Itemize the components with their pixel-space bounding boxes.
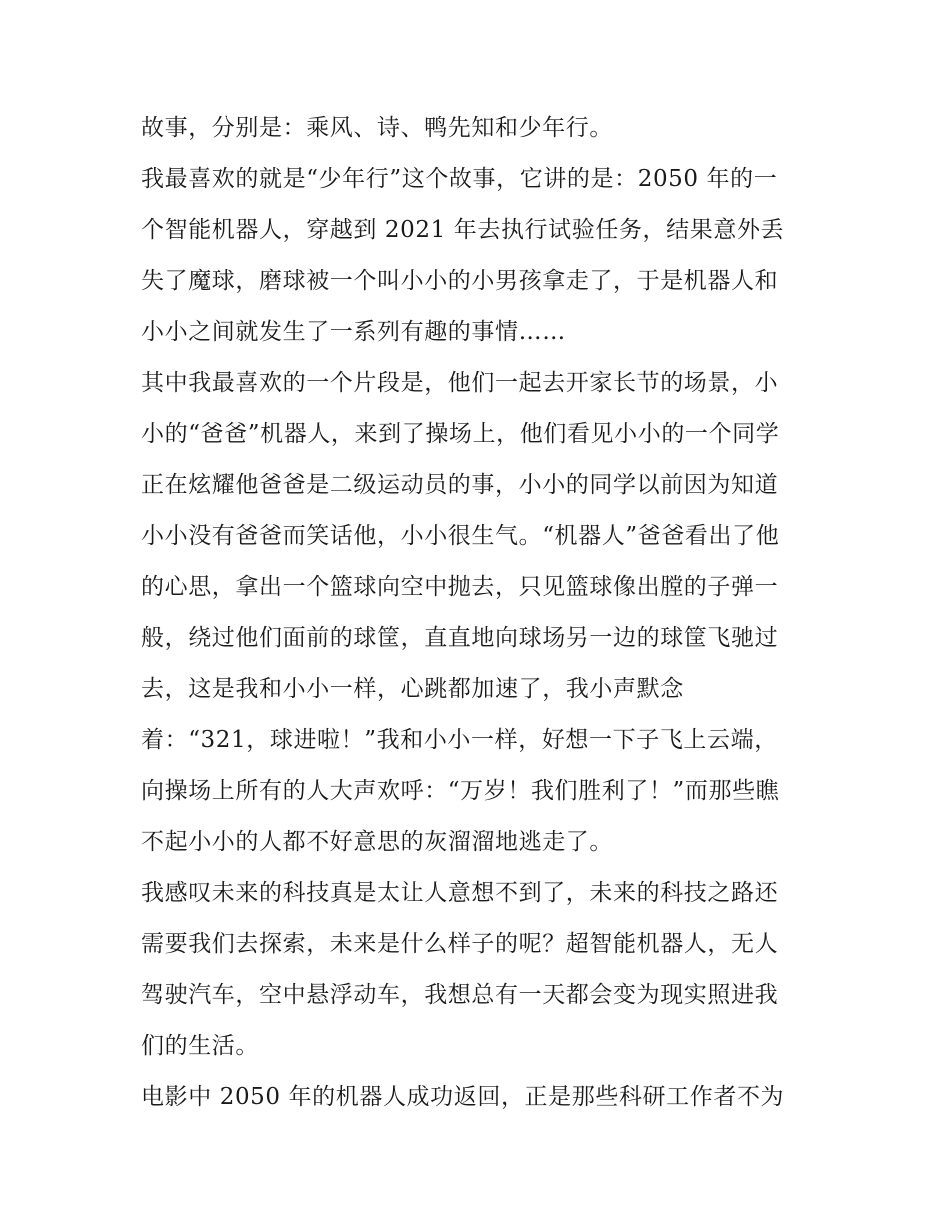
text-line: 正在炫耀他爸爸是二级运动员的事，小小的同学以前因为知道 <box>141 472 779 498</box>
text-line: 们的生活。 <box>141 1033 259 1059</box>
text-line: 小小没有爸爸而笑话他，小小很生气。“机器人”爸爸看出了他 <box>141 523 780 549</box>
text-line: 我感叹未来的科技真是太让人意想不到了，未来的科技之路还 <box>141 880 779 906</box>
text-line: 着：“321，球进啦！”我和小小一样，好想一下子飞上云端， <box>141 727 778 753</box>
text-line: 小的“爸爸”机器人，来到了操场上，他们看见小小的一个同学 <box>141 421 780 447</box>
text-line: 其中我最喜欢的一个片段是，他们一起去开家长节的场景，小 <box>141 370 779 396</box>
text-line: 故事，分别是：乘风、诗、鸭先知和少年行。 <box>141 115 613 141</box>
text-line: 不起小小的人都不好意思的灰溜溜地逃走了。 <box>141 829 613 855</box>
text-line: 需要我们去探索，未来是什么样子的呢？超智能机器人，无人 <box>141 931 779 957</box>
text-line: 向操场上所有的人大声欢呼：“万岁！我们胜利了！”而那些瞧 <box>141 778 780 804</box>
text-line: 我最喜欢的就是“少年行”这个故事，它讲的是：2050 年的一 <box>141 166 778 192</box>
text-line: 的心思，拿出一个篮球向空中抛去，只见篮球像出膛的子弹一 <box>141 574 779 600</box>
text-line: 个智能机器人，穿越到 2021 年去执行试验任务，结果意外丢 <box>141 217 785 243</box>
text-line: 电影中 2050 年的机器人成功返回，正是那些科研工作者不为 <box>141 1084 785 1110</box>
text-line: 般，绕过他们面前的球筐，直直地向球场另一边的球筐飞驰过 <box>141 625 779 651</box>
text-line: 小小之间就发生了一系列有趣的事情…… <box>141 319 566 345</box>
text-line: 驾驶汽车，空中悬浮动车，我想总有一天都会变为现实照进我 <box>141 982 779 1008</box>
text-line: 失了魔球，磨球被一个叫小小的小男孩拿走了，于是机器人和 <box>141 268 779 294</box>
text-line: 去，这是我和小小一样，心跳都加速了，我小声默念 <box>141 676 684 702</box>
